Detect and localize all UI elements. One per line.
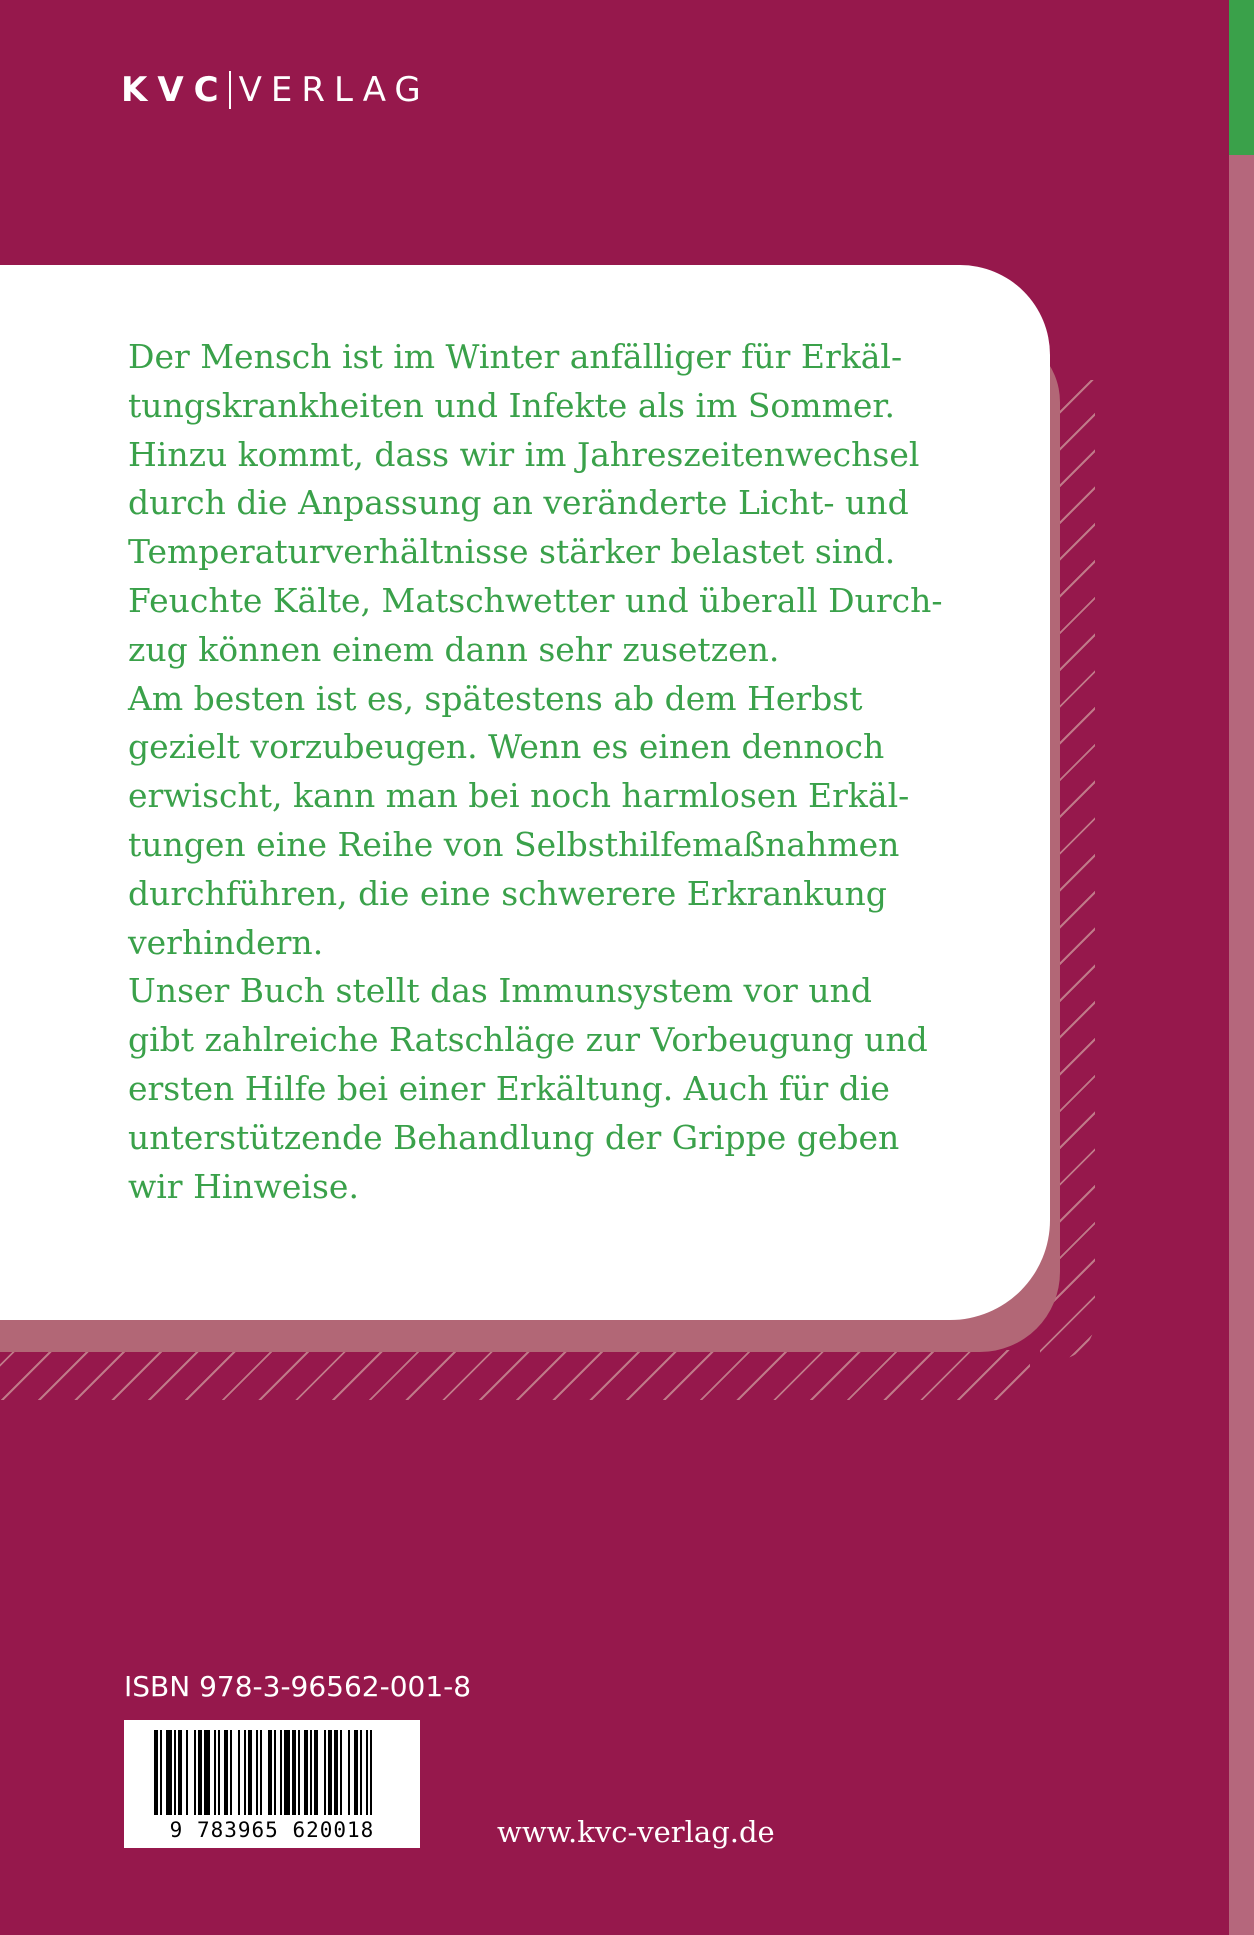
barcode-bar: [348, 1730, 350, 1815]
blurb-paragraph: Der Mensch ist im Winter anfälliger für Erkäl- tungskrankheiten und Infekte als im Sommer. Hinzu kommt, dass wir im Jahreszeitenwechsel durch die Anpassung an veränderte Licht- und Temperaturverhältnisse stärker belastet sind. Feuchte Kälte, Matschwetter und überall Durch- zug können einem dann sehr zusetzen.: [128, 337, 943, 669]
hatch-pattern-bottom: [0, 1350, 1030, 1400]
isbn-label: ISBN 978-3-96562-001-8: [124, 1670, 472, 1703]
spine-green-accent: [1229, 0, 1254, 155]
blurb-paragraph: Am besten ist es, spätestens ab dem Herbst gezielt vorzubeugen. Wenn es einen dennoch erwischt, kann man bei noch harmlosen Erkäl- tungen eine Reihe von Selbsthilfemaßnahmen durchführen, die eine schwerere Erkrankung verhindern.: [128, 678, 910, 962]
barcode-bar: [248, 1730, 252, 1815]
barcode-bar: [360, 1730, 362, 1815]
book-spine-edge: [1229, 0, 1254, 1935]
barcode-bar: [340, 1730, 342, 1815]
barcode-bar: [224, 1730, 228, 1815]
barcode-bar: [304, 1730, 308, 1815]
barcode-bar: [280, 1730, 282, 1815]
logo-word: VERLAG: [238, 70, 430, 110]
barcode-bar: [324, 1730, 326, 1815]
barcode-bar: [366, 1730, 368, 1815]
barcode-bar: [334, 1730, 338, 1815]
publisher-logo: [121, 70, 430, 110]
barcode-number: 9 783965 620018: [169, 1818, 375, 1842]
barcode-bar: [174, 1730, 176, 1815]
logo-brand: KVC: [121, 70, 229, 110]
blurb-paragraph: Unser Buch stellt das Immunsystem vor und gibt zahlreiche Ratschläge zur Vorbeugung und ersten Hilfe bei einer Erkältung. Auch für die unterstützende Behandlung der Grippe geben wir Hinweise.: [128, 971, 928, 1206]
barcode-bar: [166, 1730, 172, 1815]
barcode-bar: [328, 1730, 332, 1815]
barcode-bar: [160, 1730, 162, 1815]
barcode-bar: [230, 1730, 232, 1815]
barcode-bar: [218, 1730, 220, 1815]
blurb-text: [128, 333, 958, 1211]
barcode-bar: [204, 1730, 210, 1815]
barcode-bar: [186, 1730, 188, 1815]
barcode-bar: [354, 1730, 358, 1815]
barcode-bar: [310, 1730, 312, 1815]
barcode-bar: [284, 1730, 290, 1815]
barcode-bar: [154, 1730, 158, 1815]
barcode-bar: [274, 1730, 276, 1815]
barcode-bar: [194, 1730, 196, 1815]
website-url[interactable]: www.kvc-verlag.de: [497, 1815, 775, 1849]
barcode-bar: [238, 1730, 240, 1815]
barcode-bar: [244, 1730, 246, 1815]
barcode-bar: [314, 1730, 318, 1815]
logo-divider: [229, 71, 231, 109]
barcode-bar: [292, 1730, 296, 1815]
barcode-bar: [268, 1730, 272, 1815]
barcode-bar: [370, 1730, 372, 1815]
barcode-bar: [256, 1730, 258, 1815]
barcode-bar: [198, 1730, 202, 1815]
isbn-barcode: [124, 1720, 420, 1848]
barcode-bar: [178, 1730, 182, 1815]
barcode-bar: [298, 1730, 300, 1815]
barcode-bar: [214, 1730, 216, 1815]
barcode-bar: [260, 1730, 262, 1815]
